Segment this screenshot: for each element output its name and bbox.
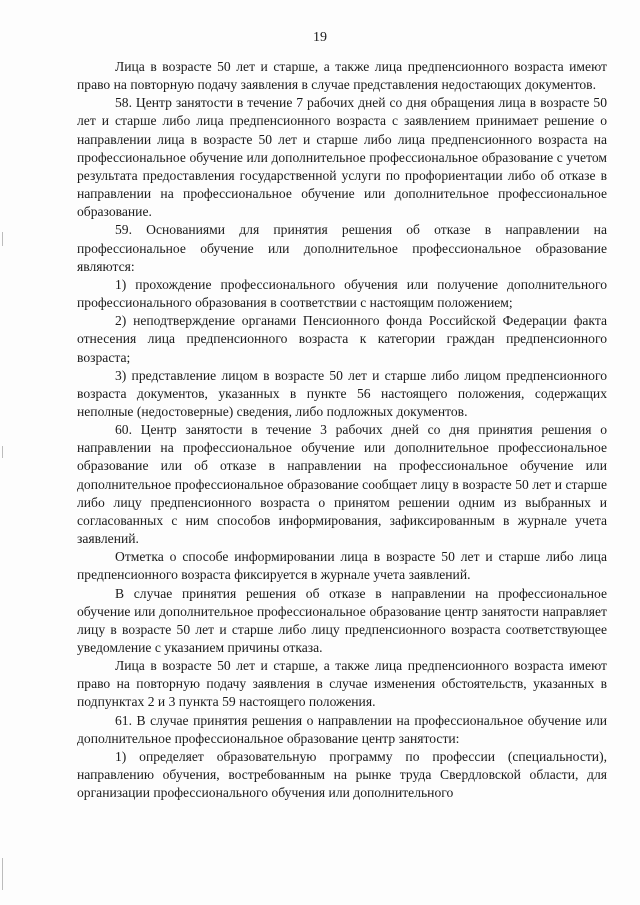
paragraph-59: 59. Основаниями для принятия решения об отказе в направлении на профессиональное обучение или дополнительное профессиональное образование являются: (77, 222, 607, 274)
paragraph: Лица в возрасте 50 лет и старше, а также лица предпенсионного возраста имеют право на повторную подачу заявления в случае представления недостающих документов. (77, 59, 607, 93)
scan-edge-mark (2, 858, 3, 890)
page-number: 19 (313, 30, 327, 45)
paragraph-58: 58. Центр занятости в течение 7 рабочих дней со дня обращения лица в возрасте 50 лет и старше либо лица предпенсионного возраста с заявлением принимает решение о направлении лица в возрасте 50 лет и старше либо лица предпенсионного возраста на профессиональное обучение или дополнительное профессиональное образование с учетом результата предоставления государственной услуги по профориентации либо об отказе в направлении на профессиональное обучение или дополнительное профессиональное образование. (77, 95, 607, 220)
body-text (77, 58, 607, 802)
paragraph: Лица в возрасте 50 лет и старше, а также лица предпенсионного возраста имеют право на повторную подачу заявления в случае изменения обстоятельств, указанных в подпунктах 2 и 3 пункта 59 настоящего положения. (77, 658, 607, 710)
list-item: 2) неподтверждение органами Пенсионного фонда Российской Федерации факта отнесения лица предпенсионного возраста к категории граждан предпенсионного возраста; (77, 313, 607, 365)
list-item: 1) прохождение профессионального обучения или получение дополнительного профессионального образования в соответствии с настоящим положением; (77, 276, 607, 311)
scan-edge-mark (2, 232, 3, 246)
list-item: 3) представление лицом в возрасте 50 лет и старше либо лицом предпенсионного возраста документов, указанных в пункте 56 настоящего положения, содержащих неполные (недостоверные) сведения, либо подложных документов. (77, 367, 607, 419)
paragraph-60: 60. Центр занятости в течение 3 рабочих дней со дня принятия решения о направлении на профессиональное обучение или дополнительное профессиональное образование или об отказе в направлении на профессиональное обучение или дополнительное профессиональное образование сообщает лицу в возрасте 50 лет и старше либо лицу предпенсионного возраста о принятом решении одним из выбранных и согласованных с ним способов информирования, зафиксированным в журнале учета заявлений. (77, 422, 607, 547)
paragraph-61: 61. В случае принятия решения о направлении на профессиональное обучение или дополнительное профессиональное образование центр занятости: (77, 712, 607, 746)
paragraph: Отметка о способе информировании лица в возрасте 50 лет и старше либо лица предпенсионного возраста фиксируется в журнале учета заявлений. (77, 549, 607, 583)
scan-edge-mark (2, 446, 3, 458)
paragraph: В случае принятия решения об отказе в направлении на профессиональное обучение или дополнительное профессиональное образование центр занятости направляет лицу в возрасте 50 лет и старше либо лицу предпенсионного возраста соответствующее уведомление с указанием причины отказа. (77, 585, 607, 655)
list-item: 1) определяет образовательную программу по профессии (специальности), направлению обучения, востребованным на рынке труда Свердловской области, для организации профессионального обучения или дополнительного (77, 748, 607, 801)
